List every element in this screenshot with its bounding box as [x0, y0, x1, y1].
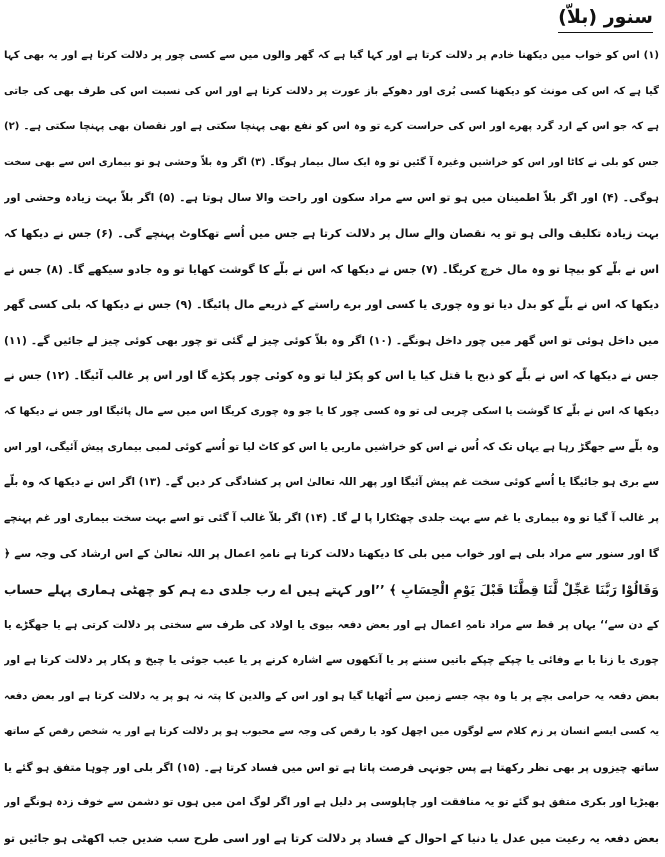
text-line: اس نے بلّے کو بیچا تو وہ مال خرچ کریگا۔ (۷) جس نے دیکھا کہ اس نے بلّے کا گوشت کھایا تو وہ جادو سیکھے گا۔ (۸) جس نے — [4, 262, 659, 276]
text-line: ساتھ چیزوں پر بھی نظر رکھتا ہے پس جونہی فرصت پاتا ہے تو اس میں فساد کرتا ہے۔ (۱۵) اگر بلی اور چوہا متفق ہو گئے یا — [4, 760, 659, 774]
entry-body — [4, 38, 659, 857]
entry-title: سنور — [603, 6, 653, 28]
text-line: جس نے دیکھا کہ اس نے بلّے کو ذبح یا قتل کیا یا اس کو پکڑ لیا تو وہ کوئی چور پکڑے گا اور اس پر غالب آئیگا۔ (۱۲) جس نے — [4, 369, 659, 383]
entry-title-underlined — [558, 4, 653, 33]
text-line: وہ بلّے سے جھگڑ رہا ہے یہاں تک کہ اُس نے اس کو خراشیں ماریں یا اس کو کاٹ لیا تو اُسے کوئی لمبی بیماری پیش آئیگی، اور اس — [4, 440, 659, 453]
text-line: یہ کسی ایسے انسان پر زم کلام سے لوگوں میں اچھل کود یا رقص کی وجہ سے محبوب ہو پر دلالت کرتا ہے اور یہ شخص رقص کے ساتھ — [4, 726, 659, 738]
text-line: دیکھا کہ اس نے بلّے کو بدل دیا تو وہ چوری یا کسی اور برے راستے کے ذریعے مال پائیگا۔ (۹) جس نے دیکھا کہ بلی کسی گھر — [4, 298, 659, 312]
text-line: (۱) اس کو خواب میں دیکھنا خادم پر دلالت کرتا ہے اور کہا گیا ہے کہ گھر والوں میں سے کسی چور پر دلالت کرتا ہے اور یہ بھی کہا — [4, 50, 659, 61]
entry-subtitle: (بلاّ) — [558, 6, 598, 28]
text-line: دیکھا کہ اس نے بلّے کا گوشت یا اسکی چربی لی تو وہ کسی چور کا یا جو وہ چوری کریگا اس میں سے مال پائیگا اور جس نے دیکھا کہ — [4, 405, 659, 417]
entry-heading — [553, 4, 653, 34]
quranic-verse-line: وَقَالُوْا رَبَّنَا عَجِّلْ لَّنَا قِطَّنَا قَبْلَ يَوْمِ الْحِسَابِ ﴾ ’’اور کہتے ہیں اے رب جلدی دے ہم کو چھٹی ہماری پہلے حساب — [4, 581, 659, 597]
text-line: گیا ہے کہ اس کی مونث کو دیکھنا کسی بُری اور دھوکے باز عورت پر دلالت کرتا ہے اور اس کی نسبت اس کی طرف بھی کی جاتی — [4, 85, 659, 97]
text-line: ہوگی۔ (۴) اور اگر بلاّ اطمینان میں ہو تو اس سے مراد سکون اور راحت والا سال ہوتا ہے۔ (۵) اگر بلاّ بہت زیادہ وحشی اور — [4, 191, 659, 205]
text-line: سے بری ہو جائیگا یا اُسے کوئی سخت غم پیش آئیگا اور پھر اللہ تعالیٰ اس پر کشادگی کر دیں گے۔ (۱۳) اگر اس نے دیکھا کہ وہ بلّے — [4, 476, 659, 489]
text-line: بھیڑیا اور بکری متفق ہو گئے تو یہ منافقت اور چاپلوسی پر دلیل ہے اور اگر لوگ امن میں ہوں تو دشمن سے خوف زدہ ہونگے اور — [4, 796, 659, 809]
text-line: بعض دفعہ یہ رعیت میں عدل یا دنیا کے احوال کے فساد پر دلالت کرتا ہے اور اسی طرح سب ضدیں جب اکھٹی ہو جائیں تو — [4, 832, 659, 846]
text-line: گا اور سنور سے مراد بلی ہے اور خواب میں بلی کا دیکھنا دلالت کرتا ہے نامہِ اعمال پر اللہ تعالیٰ کے اس ارشاد کی وجہ سے ﴿ — [4, 547, 659, 561]
text-line: جس کو بلی نے کاٹا اور اس کو خراشیں وغیرہ آ گئیں تو وہ ایک سال بیمار ہوگا۔ (۳) اگر وہ بلاّ وحشی ہو تو بیماری اس سے بھی سخت — [4, 156, 659, 168]
text-line: چوری یا زنا یا بے وفائی یا چپکے چپکے باتیں سننے پر یا آنکھوں سے اشارہ کرنے پر یا عیب جوئی یا چیخ و پکار پر دلالت کرتا ہے اور — [4, 654, 659, 667]
text-line: بعض دفعہ یہ حرامی بچے پر یا وہ بچہ جسے زمین سے اُٹھایا گیا ہو اور اس کے والدین کا پتہ نہ ہو پر یہ دلالت کرتا ہے اور بعض دفعہ — [4, 690, 659, 702]
text-line: بہت زیادہ تکلیف والی ہو تو یہ نقصان والے سال پر دلالت کرتا ہے جس میں اُسے تھکاوٹ پہنچے گی۔ (۶) جس نے دیکھا کہ — [4, 226, 659, 240]
text-line: پر غالب آ گیا تو وہ بیماری یا غم سے بہت جلدی چھٹکارا پا لے گا۔ (۱۴) اگر بلاّ غالب آ گئی تو اسے بہت سخت بیماری اور غم پہنچے — [4, 511, 659, 524]
text-line: کے دن سے‘‘ یہاں پر قط سے مراد نامہِ اعمال ہے اور بعض دفعہ بیوی یا اولاد کی طرف سے سختی پر دلالت کرتی ہے یا جھگڑے یا — [4, 618, 659, 631]
text-line: میں داخل ہوئی تو اس گھر میں چور داخل ہونگے۔ (۱۰) اگر وہ بلاّ کوئی چیز لے گئی تو چور بھی کوئی چیز لے جائیں گے۔ (۱۱) — [4, 333, 659, 347]
text-line: ہے کہ جو اس کے ارد گرد پھرے اور اس کی حراست کرے تو وہ اس کو نفع بھی پہنچا سکتی ہے اور نقصان بھی پہنچا سکتی ہے۔ (۲) — [4, 121, 659, 133]
